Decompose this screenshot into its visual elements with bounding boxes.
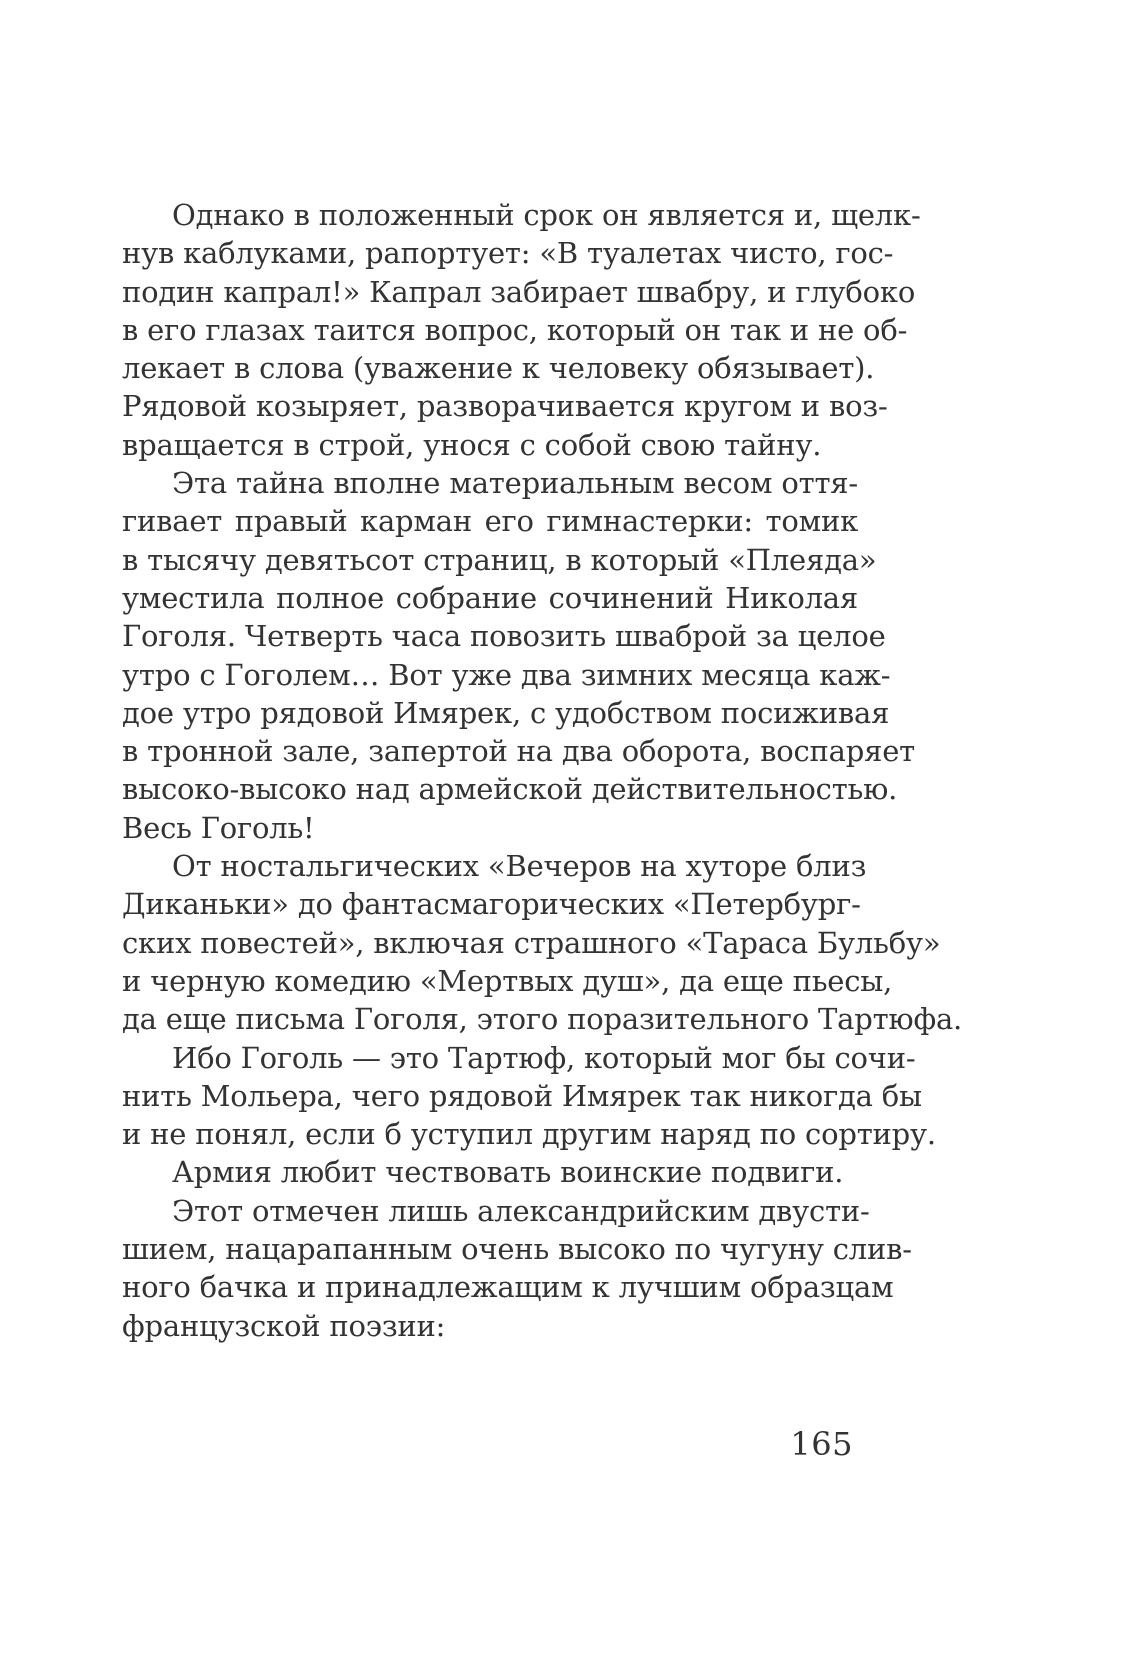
text-line: гивает правый карман его гимнастерки: томик bbox=[122, 504, 858, 539]
text-line: да еще письма Гоголя, этого поразительного Тартюфа. bbox=[122, 1002, 963, 1037]
text-line: высоко-высоко над армейской действительностью. bbox=[122, 772, 898, 807]
text-line: нув каблуками, рапортует: «В туалетах чисто, гос- bbox=[122, 236, 894, 271]
body-text bbox=[122, 196, 963, 1345]
text-line: ного бачка и принадлежащим к лучшим образцам bbox=[122, 1270, 894, 1305]
text-line: дое утро рядовой Имярек, с удобством посиживая bbox=[122, 695, 890, 730]
text-line: Диканьки» до фантасмагорических «Петербург- bbox=[122, 887, 861, 922]
text-line: и не понял, если б уступил другим наряд по сортиру. bbox=[122, 1117, 936, 1152]
text-line: Армия любит чествовать воинские подвиги. bbox=[172, 1155, 844, 1190]
text-line: вращается в строй, унося с собой свою тайну. bbox=[122, 427, 822, 462]
text-line: нить Мольера, чего рядовой Имярек так никогда бы bbox=[122, 1078, 922, 1113]
text-line: Эта тайна вполне материальным весом оття- bbox=[172, 466, 858, 501]
text-line: в тысячу девятьсот страниц, в который «Плеяда» bbox=[122, 542, 877, 577]
text-line: шием, нацарапанным очень высоко по чугуну слив- bbox=[122, 1232, 912, 1267]
text-line: Рядовой козыряет, разворачивается кругом и воз- bbox=[122, 389, 888, 424]
text-line: Этот отмечен лишь александрийским двусти- bbox=[172, 1193, 870, 1228]
text-line: Гоголя. Четверть часа повозить шваброй за целое bbox=[122, 619, 886, 654]
text-line: утро с Гоголем… Вот уже два зимних месяца каж- bbox=[122, 657, 891, 692]
text-line: От ностальгических «Вечеров на хуторе близ bbox=[172, 849, 867, 884]
text-line: подин капрал!» Капрал забирает швабру, и глубоко bbox=[122, 274, 916, 309]
text-line: уместила полное собрание сочинений Николая bbox=[122, 580, 858, 615]
text-line: ских повестей», включая страшного «Тараса Бульбу» bbox=[122, 925, 941, 960]
text-line: лекает в слова (уважение к человеку обязывает). bbox=[122, 351, 875, 386]
text-line: Однако в положенный срок он является и, щелк- bbox=[172, 198, 921, 232]
text-line: Ибо Гоголь — это Тартюф, который мог бы сочи- bbox=[172, 1040, 916, 1075]
text-line: в его глазах таится вопрос, который он так и не об- bbox=[122, 312, 908, 347]
text-line: французской поэзии: bbox=[122, 1308, 446, 1343]
page-number: 165 bbox=[790, 1425, 853, 1463]
text-line: Весь Гоголь! bbox=[122, 810, 315, 845]
text-line: и черную комедию «Мертвых душ», да еще пьесы, bbox=[122, 963, 893, 998]
text-line: в тронной зале, запертой на два оборота, воспаряет bbox=[122, 734, 916, 769]
